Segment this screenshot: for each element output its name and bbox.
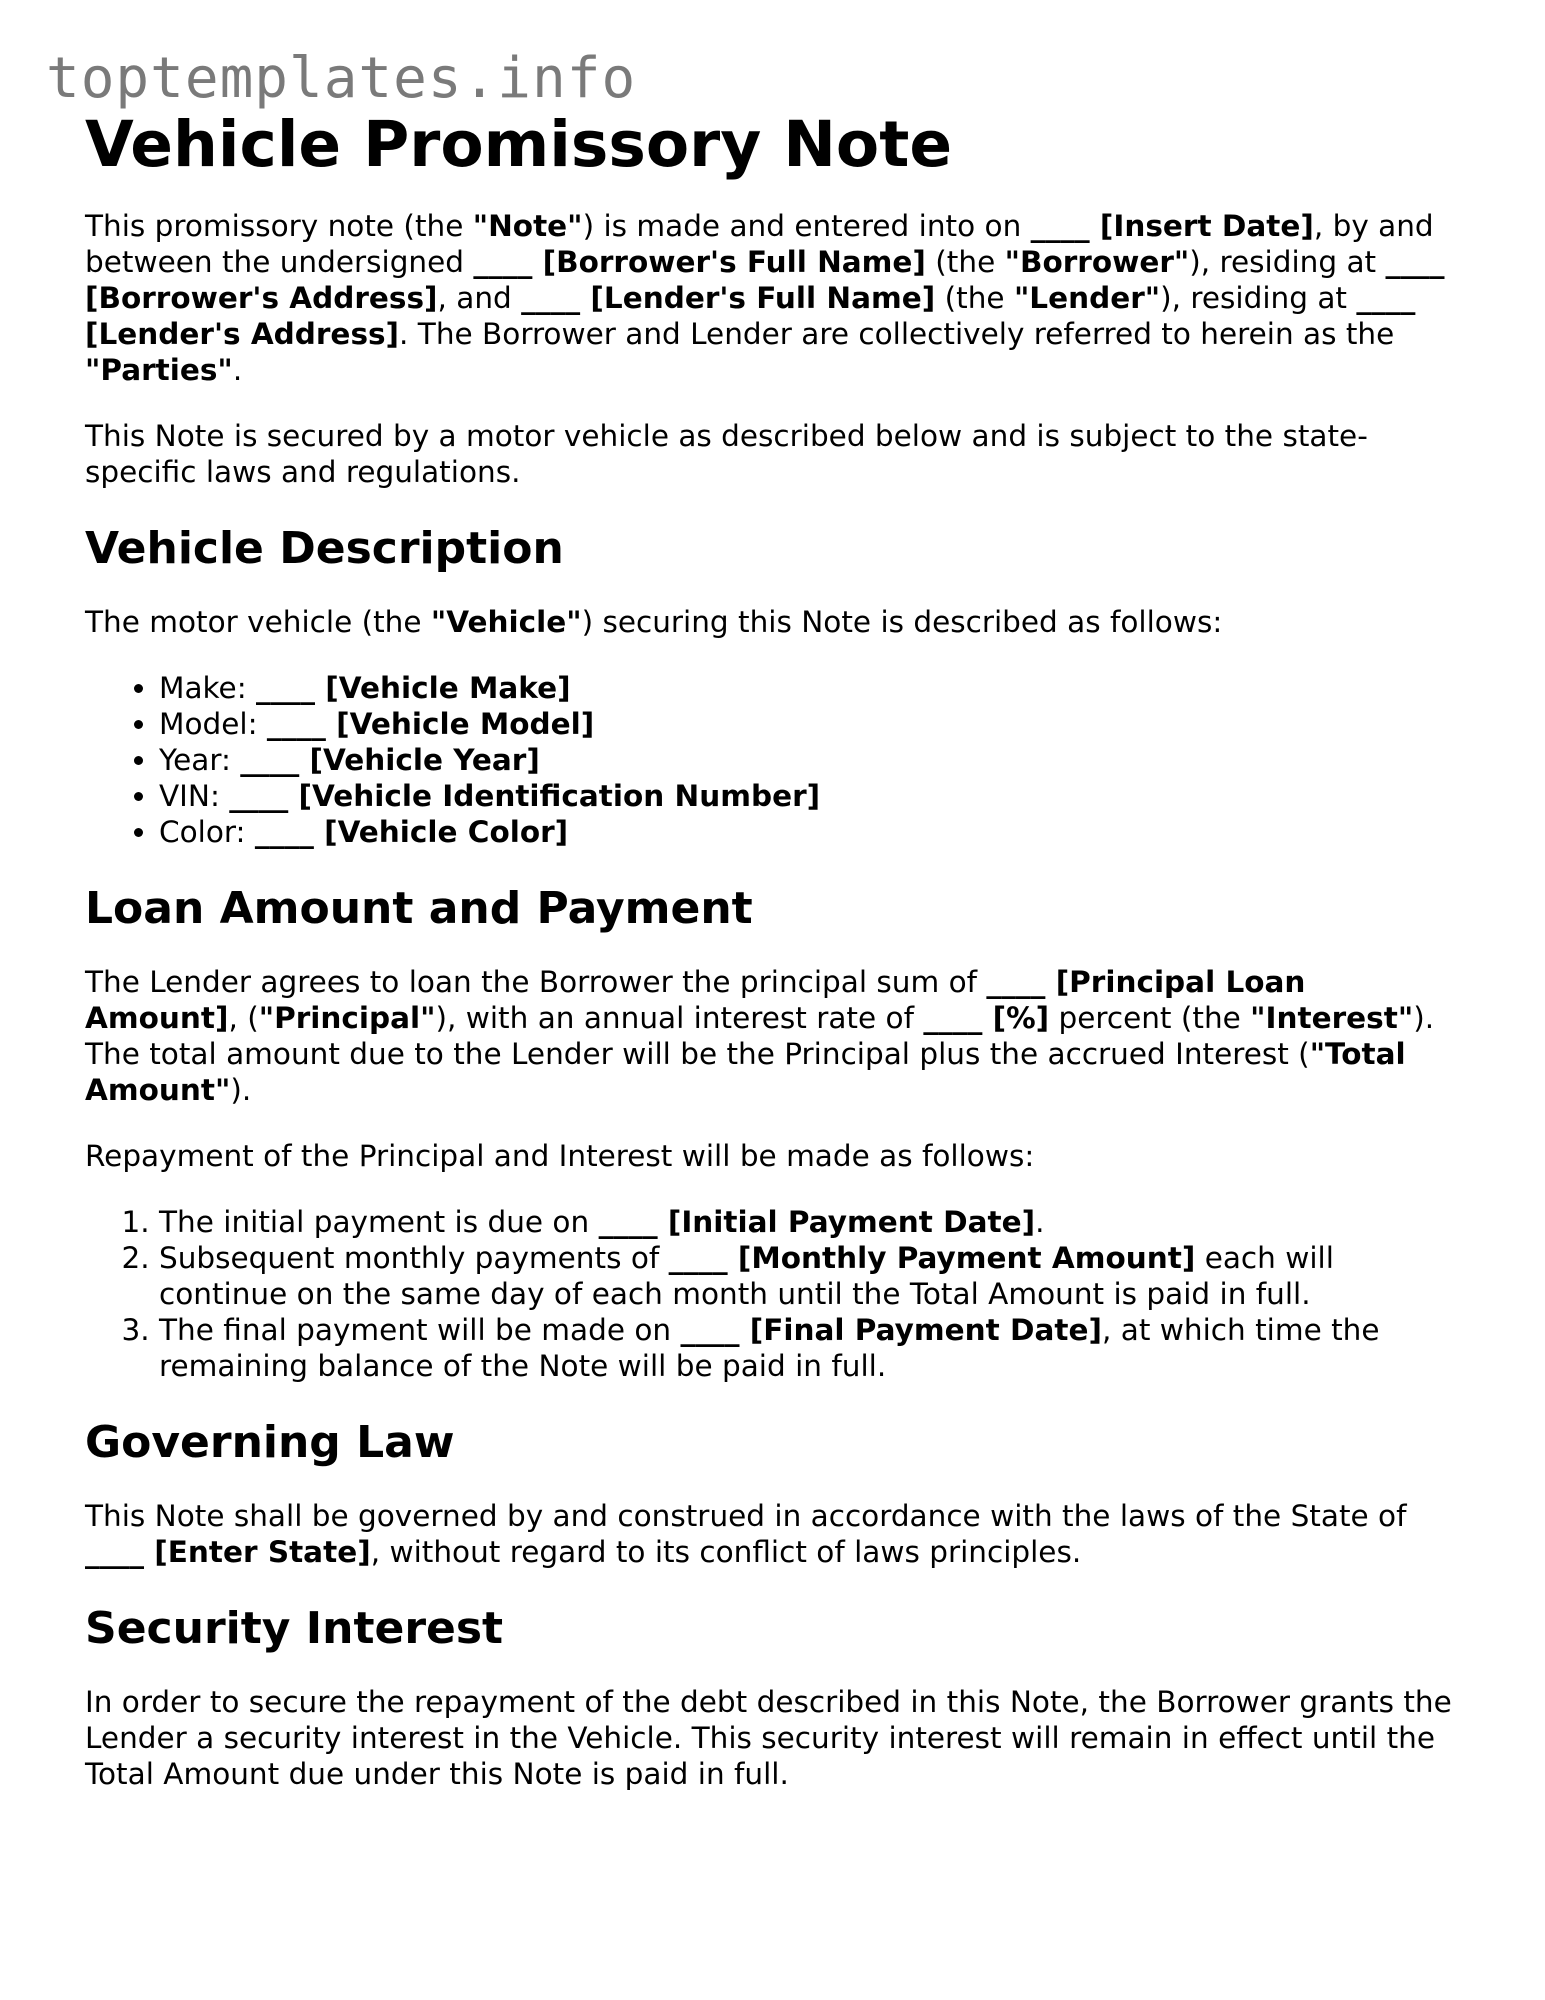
- list-item: • Model: ____ [Vehicle Model]: [159, 706, 1465, 742]
- intro-paragraph: This promissory note (the "Note") is made and entered into on ____ [Insert Date], by and between the undersigned ____ [Borrower's Full Name] (the "Borrower"), residing at ____ [Borrower's Address], and ____ [Lender's Full Name] (the "Lender"), residing at ____ [Lender's Address]. The Borrower and Lender are collectively referred to herein as the "Parties".: [85, 209, 1445, 387]
- list-item: • Make: ____ [Vehicle Make]: [159, 670, 1465, 706]
- list-item: 3. The final payment will be made on ____ [Final Payment Date], at which time the remaining balance of the Note will be paid in full.: [159, 1312, 1465, 1384]
- secured-by-paragraph: This Note is secured by a motor vehicle as described below and is subject to the state-specific laws and regulations.: [85, 419, 1368, 489]
- document: [85, 104, 1465, 1822]
- list-item: 1. The initial payment is due on ____ [Initial Payment Date].: [159, 1204, 1465, 1240]
- list-item: • Year: ____ [Vehicle Year]: [159, 742, 1465, 778]
- governing-law-heading: Governing Law: [85, 1417, 455, 1468]
- list-item: • VIN: ____ [Vehicle Identification Number]: [159, 778, 1465, 814]
- list-item: 2. Subsequent monthly payments of ____ [Monthly Payment Amount] each will continue on the same day of each month until the Total Amount is paid in full.: [159, 1240, 1465, 1312]
- vehicle-description-heading: Vehicle Description: [85, 523, 564, 574]
- list-item: • Color: ____ [Vehicle Color]: [159, 814, 1465, 850]
- loan-paragraph: The Lender agrees to loan the Borrower the principal sum of ____ [Principal Loan Amount], ("Principal"), with an annual interest rate of ____ [%] percent (the "Interest"). The total amount due to the Lender will be the Principal plus the accrued Interest ("Total Amount").: [85, 965, 1435, 1107]
- watermark: toptemplates.info: [46, 46, 637, 111]
- repayment-paragraph: Repayment of the Principal and Interest will be made as follows:: [85, 1139, 1035, 1173]
- loan-amount-heading: Loan Amount and Payment: [85, 883, 753, 934]
- repayment-steps-list: [85, 1204, 1465, 1384]
- security-interest-heading: Security Interest: [85, 1603, 504, 1654]
- security-interest-paragraph: In order to secure the repayment of the debt described in this Note, the Borrower grants the Lender a security interest in the Vehicle. This security interest will remain in effect until the Total Amount due under this Note is paid in full.: [85, 1685, 1452, 1791]
- governing-law-paragraph: This Note shall be governed by and construed in accordance with the laws of the State of ____ [Enter State], without regard to its conflict of laws principles.: [85, 1499, 1407, 1569]
- vehicle-paragraph: The motor vehicle (the "Vehicle") securing this Note is described as follows:: [85, 605, 1223, 639]
- vehicle-details-list: [85, 670, 1465, 850]
- document-title: Vehicle Promissory Note: [85, 108, 953, 181]
